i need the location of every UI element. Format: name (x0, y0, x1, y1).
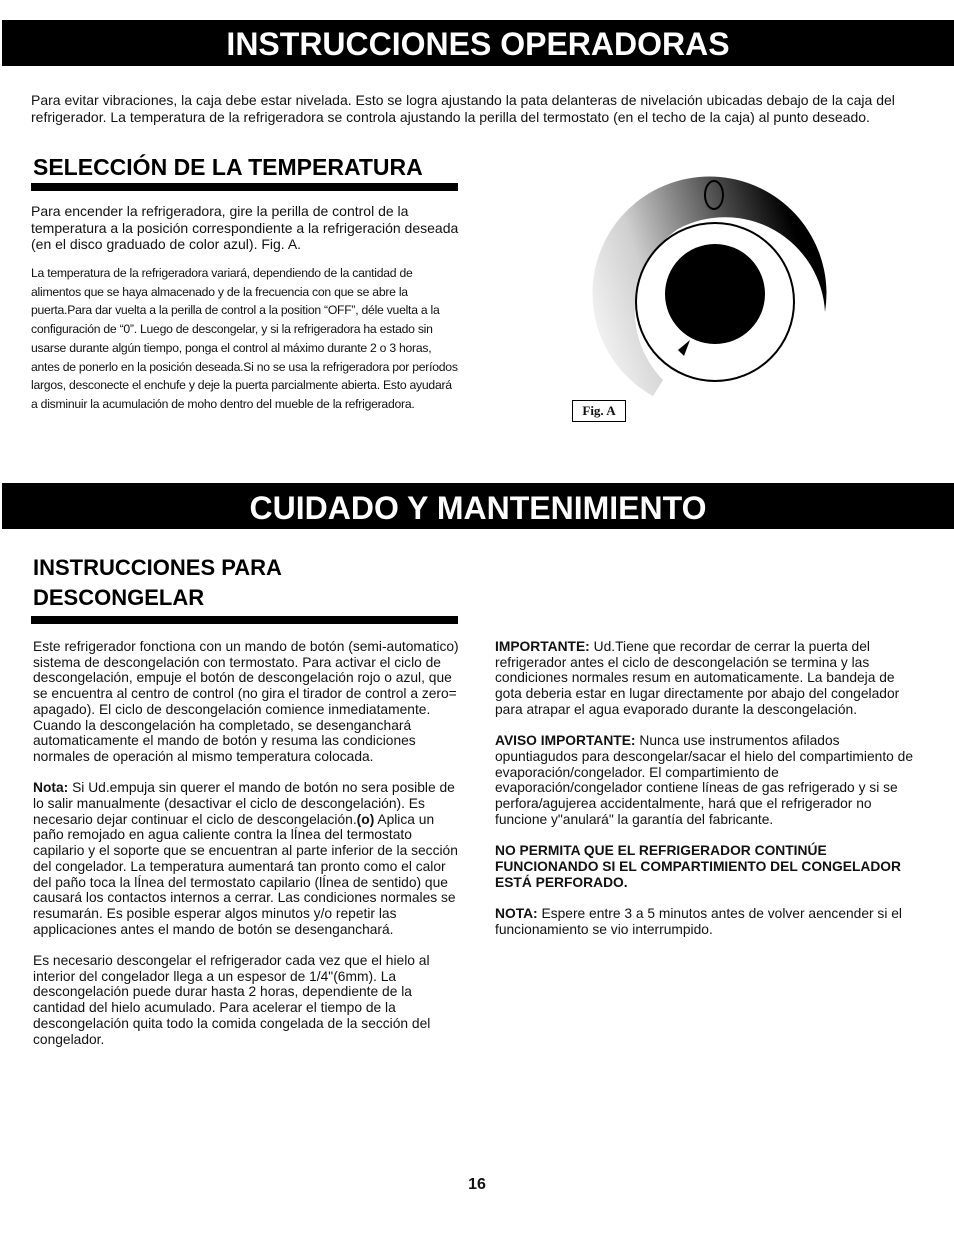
important-paragraph (495, 639, 925, 718)
knob-center-icon (665, 244, 765, 344)
page-number: 16 (468, 1176, 486, 1193)
defrost-right-column (495, 639, 925, 953)
defrost-instructions-heading: INSTRUCCIONES PARA DESCONGELAR (33, 555, 282, 610)
important-text: Ud.Tiene que recordar de cerrar la puerta del refrigerador antes el ciclo de descongelación se termina y las condiciones normales resum en automaticamente. La bandeja de gota deberia estar en lugar directamente por abajo del congelador para atrapar el agua evaporado durante la descongelación. (495, 639, 900, 717)
important-label: IMPORTANTE: (495, 639, 590, 654)
warning-text: Nunca use instrumentos afilados opuntiagudos para descongelar/sacar el hielo del compartimiento de evaporación/congelador. El compartimiento de evaporación/congelador contiene líneas de gas refrigerado y si se perfora/agujerea accidentalmente, hará que el refrigerador no funcione y"anulará" la garantía del fabricante. (495, 733, 914, 827)
temperature-selection-heading: SELECCIÓN DE LA TEMPERATURA (33, 154, 423, 180)
note-or: (o) (356, 811, 375, 827)
heading-underline (31, 616, 458, 624)
heading-underline (31, 183, 458, 191)
defrost-left-column (33, 639, 463, 1063)
warning-paragraph (495, 733, 925, 827)
intro-paragraph: Para evitar vibraciones, la caja debe estar nivelada. Esto se logra ajustando la pata delanteras de nivelación ubicadas debajo de la caja del refrigerador. La temperatura de la refrigeradora se controla ajustando la perilla del termostato (en el techo de la caja) al punto deseado. (31, 92, 895, 125)
note-text-continued: Aplica un paño remojado en agua caliente contra la lÍnea del termostato capilario y el soporte que se encuentran al parte inferior de la sección del congelador. La temperatura aumentará tan pronto como el calor del paño toca la lÍnea del termostato capilario (lÍnea de sentido) que causará los contactos internos a cerrar. Las condiciones normales se resumarán. Es posible esperar algos minutos y/o repetir las applicaciones antes el mando de botón se desenganchará. (33, 811, 458, 937)
restart-note-paragraph (495, 906, 925, 937)
caution-text: NO PERMITA QUE EL REFRIGERADOR CONTINÚE FUNCIONANDO SI EL COMPARTIMIENTO DEL CONGELADOR ESTÁ PERFORADO. (495, 843, 901, 890)
defrost-note-paragraph (33, 780, 463, 937)
section-banner-operating-instructions: INSTRUCCIONES OPERADORAS (2, 20, 954, 66)
temperature-paragraph-1: Para encender la refrigeradora, gire la perilla de control de la temperatura a la posición correspondiente a la refrigeración deseada (en el disco graduado de color azul). Fig. A. (31, 203, 459, 252)
defrost-paragraph-1: Este refrigerador fonctiona con un mando de botón (semi-automatico) sistema de descongelación con termostato. Para activar el ciclo de descongelación, empuje el botón de descongelación rojo o azul, que se encuentra al centro de control (no gira el tirador de control a zero= apagado). El ciclo de descongelación comience inmediatamente. Cuando la descongelación ha completado, se desenganchará automaticamente el mando de botón y resuma las condiciones normales de operación al mismo temperatura colocada. (33, 639, 459, 764)
restart-note-text: Espere entre 3 a 5 minutos antes de volver aencender si el funcionamiento se vio interrumpido. (495, 905, 902, 937)
figure-label: Fig. A (572, 400, 626, 422)
temperature-paragraph-2: La temperatura de la refrigeradora variará, dependiendo de la cantidad de alimentos que se haya almacenado y de la frecuencia con que se abre la puerta.Para dar vuelta a la perilla de control a la position “OFF”, déle vuelta a la configuración de “0”. Luego de descongelar, y si la refrigeradora ha estado sin usarse durante algún tiempo, ponga el control al máximo durante 2 o 3 horas, antes de ponerlo en la posición deseada.Si no se usa la refrigeradora por períodos largos, desconecte el enchufe y deje la puerta parcialmente abierta. Esto ayudará a disminuir la acumulación de moho dentro del mueble de la refrigeradora. (31, 266, 458, 411)
warning-label: AVISO IMPORTANTE: (495, 733, 636, 749)
restart-note-label: NOTA: (495, 905, 538, 921)
defrost-paragraph-3: Es necesario descongelar el refrigerador cada vez que el hielo al interior del congelador llega a un espesor de 1/4"(6mm). La descongelación puede durar hasta 2 horas, dependiente de la cantidad del hielo acumulado. Para acelerar el tiempo de la descongelación quita todo la comida congelada de la sección del congelador. (33, 953, 431, 1047)
note-label: Nota: (33, 780, 69, 796)
note-text: Si Ud.empuja sin querer el mando de botón no sera posible de lo salir manualmente (desactivar el ciclo de descongelación). Es necesario dejar continuar el ciclo de descongelación. (33, 780, 455, 827)
caution-bold-paragraph (495, 843, 925, 890)
thermostat-knob-figure (568, 172, 848, 432)
section-banner-care-maintenance: CUIDADO Y MANTENIMIENTO (2, 483, 954, 529)
